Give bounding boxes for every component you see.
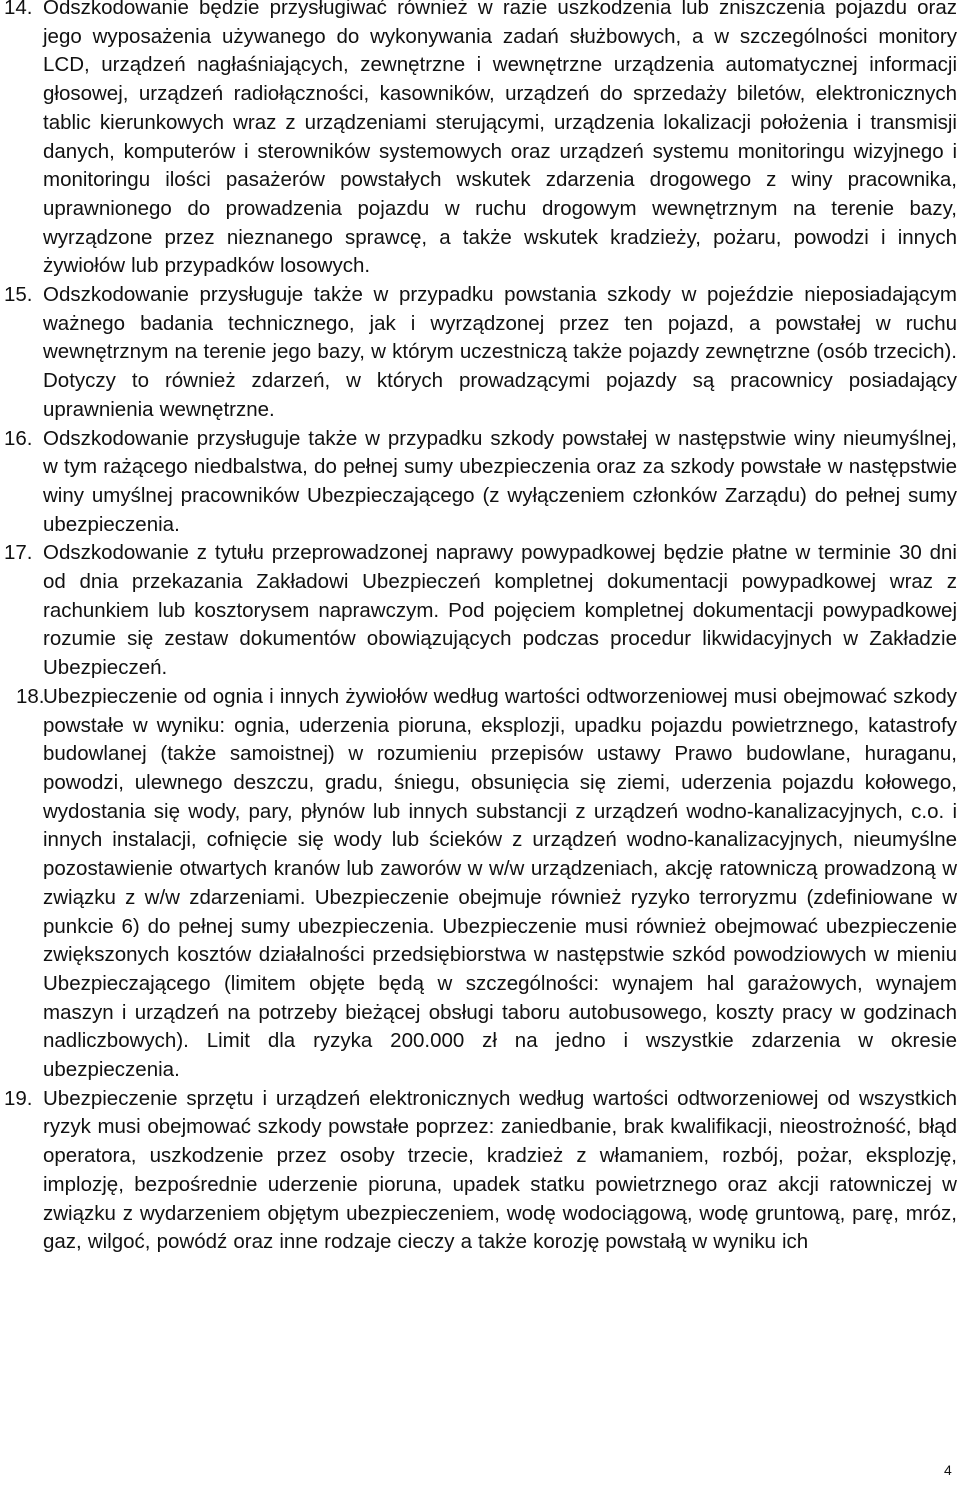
paragraph-text: Odszkodowanie z tytułu przeprowadzonej naprawy powypadkowej będzie płatne w terminie 30 dni od dnia przekazania Zakładowi Ubezpieczeń kompletnej dokumentacji powypadkowej wraz z rachunkiem lub kosztorysem naprawczym. Pod pojęciem kompletnej dokumentacji powypadkowej rozumie się zestaw dokumentów obowiązujących podczas procedur likwidacyjnych w Zakładzie Ubezpieczeń. xyxy=(43,541,957,680)
paragraph-number: 16. xyxy=(4,426,33,450)
paragraph-15 xyxy=(4,281,957,425)
paragraph-text: Odszkodowanie przysługuje także w przypadku szkody powstałej w następstwie winy nieumyślnej, w tym rażącego niedbalstwa, do pełnej sumy ubezpieczenia oraz za szkody powstałe w następstwie winy umyślnej pracowników Ubezpieczającego (z wyłączeniem członków Zarządu) do pełnej sumy ubezpieczenia. xyxy=(43,426,957,536)
paragraph-text: Odszkodowanie przysługuje także w przypadku powstania szkody w pojeździe nieposiadającym ważnego badania technicznego, jak i wyrządzonej przez ten pojazd, a powstałej w ruchu wewnętrznym na terenie jego bazy, w którym uczestniczą także pojazdy zewnętrzne (osób trzecich). Dotyczy to również zdarzeń, w których prowadzącymi pojazdy są pracownicy posiadający uprawnienia wewnętrzne. xyxy=(43,283,957,421)
paragraph-14 xyxy=(4,0,957,281)
paragraph-text: Odszkodowanie będzie przysługiwać również w razie uszkodzenia lub zniszczenia pojazdu oraz jego wyposażenia używanego do wykonywania zadań służbowych, a w szczególności monitory LCD, urządzeń nagłaśniających, zewnętrzne i wewnętrzne urządzenia automatycznej informacji głosowej, urządzeń radiołączności, kasowników, urządzeń do sprzedaży biletów, elektronicznych tablic kierunkowych wraz z urządzeniami sterującymi, urządzenia lokalizacji położenia i transmisji danych, komputerów i sterowników systemowych oraz urządzeń systemu monitoringu wizyjnego i monitoringu ilości pasażerów powstałych wskutek zdarzenia drogowego z winy pracownika, uprawnionego do prowadzenia pojazdu w ruchu drogowym wewnętrznym na terenie bazy, wyrządzone przez nieznanego sprawcę, a także wskutek kradzieży, pożaru, powodzi i innych żywiołów lub przypadków losowych. xyxy=(43,0,957,278)
document-body xyxy=(4,0,957,1257)
paragraph-16 xyxy=(4,425,957,540)
page-number: 4 xyxy=(944,1462,952,1478)
paragraph-number: 17. xyxy=(4,541,33,565)
paragraph-number: 19. xyxy=(4,1086,33,1110)
paragraph-number: 15. xyxy=(4,283,33,307)
paragraph-text: Ubezpieczenie sprzętu i urządzeń elektronicznych według wartości odtworzeniowej od wszystkich ryzyk musi obejmować szkody powstałe poprzez: zaniedbanie, brak kwalifikacji, nieostrożność, błąd operatora, uszkodzenie przez osoby trzecie, kradzież z włamaniem, rozbój, pożar, eksplozję, implozję, bezpośrednie uderzenie pioruna, upadek statku powietrznego oraz akcji ratowniczej w związku z wydarzeniem objętym ubezpieczeniem, wodę wodociągową, wodę gruntową, parę, mróz, gaz, wilgoć, powódź oraz inne rodzaje cieczy a także korozję powstałą w wyniku ich xyxy=(43,1086,957,1254)
paragraph-18 xyxy=(4,683,957,1085)
paragraph-number: 14. xyxy=(4,0,33,19)
paragraph-number: 18. xyxy=(16,684,45,708)
paragraph-19 xyxy=(4,1085,957,1257)
paragraph-17 xyxy=(4,539,957,683)
paragraph-text: Ubezpieczenie od ognia i innych żywiołów według wartości odtworzeniowej musi obejmować szkody powstałe w wyniku: ognia, uderzenia pioruna, eksplozji, upadku pojazdu powietrznego, katastrofy budowlanej (także samoistnej) w rozumieniu przepisów ustawy Prawo budowlane, huraganu, powodzi, ulewnego deszczu, gradu, śniegu, obsunięcia się ziemi, uderzenia pojazdu kołowego, wydostania się wody, pary, płynów lub innych substancji z urządzeń wodno-kanalizacyjnych, c.o. i innych instalacji, cofnięcie się wody lub ścieków z urządzeń wodno-kanalizacyjnych, nieumyślne pozostawienie otwartych kranów lub zaworów w w/w urządzeniach, akcję ratowniczą prowadzoną w związku z w/w zdarzeniami. Ubezpieczenie obejmuje również ryzyko terroryzmu (zdefiniowane w punkcie 6) do pełnej sumy ubezpieczenia. Ubezpieczenie musi również obejmować ubezpieczenie zwiększonych kosztów działalności przedsiębiorstwa w następstwie szkód powodziowych w mieniu Ubezpieczającego (limitem objęte będą w szczególności: wynajem hal garażowych, wynajem maszyn i urządzeń na potrzeby bieżącej obsługi taboru autobusowego, koszty pracy w godzinach nadliczbowych). Limit dla ryzyka 200.000 zł na jedno i wszystkie zdarzenia w okresie ubezpieczenia. xyxy=(43,684,957,1082)
